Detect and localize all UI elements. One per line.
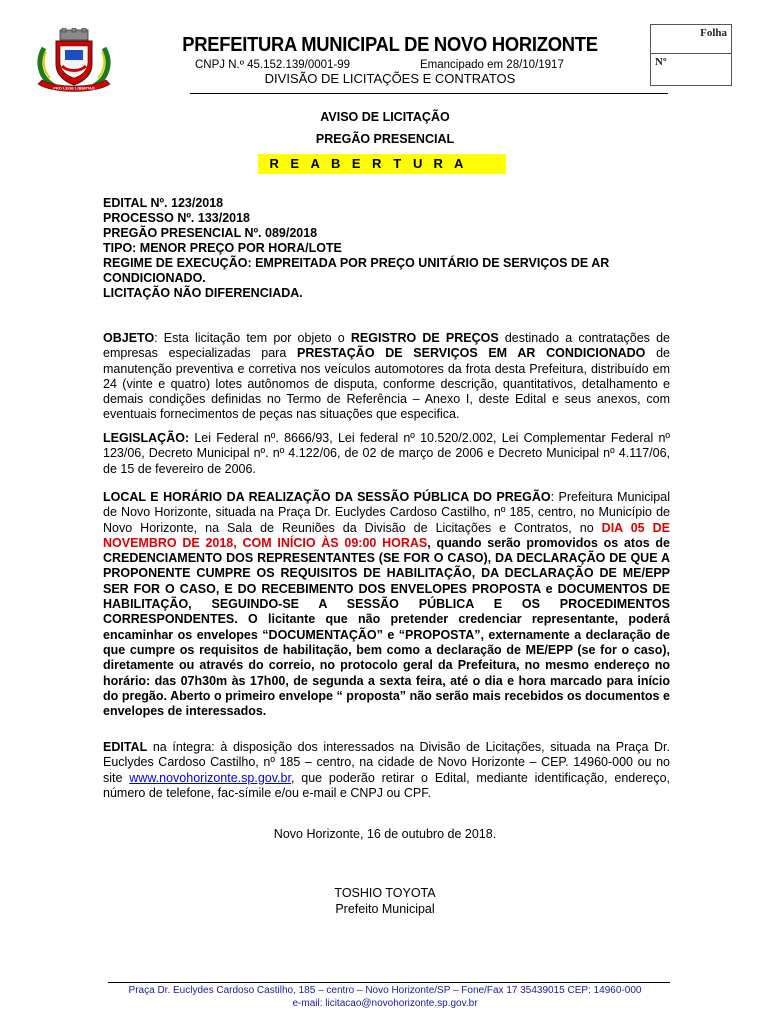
aviso-heading: AVISO DE LICITAÇÃO xyxy=(320,110,450,124)
reabertura-letter: A xyxy=(454,156,464,171)
header-emancipado: Emancipado em 28/10/1917 xyxy=(420,59,564,71)
footer-address: Praça Dr. Euclydes Cardoso Castilho, 185 – centro – Novo Horizonte/SP – Fone/Fax 17 35439015 CEP: 14960-000 xyxy=(128,985,642,996)
objeto-label: OBJETO xyxy=(103,331,155,345)
local-bold-text: , quando serão promovidos os atos de CREDENCIAMENTO DOS REPRESENTANTES (SE FOR O CASO), DA DECLARAÇÃO DE QUE A PROPONENTE CUMPRE OS REQUISITOS DE HABILITAÇÃO, DA DECLARAÇÃO DE ME/EPP SER FOR O CASO, E DO RECEBIMENTO DOS ENVELOPES PROPOSTA e DOCUMENTOS DE HABILITAÇÃO, SEGUINDO-SE A SESSÃO PÚBLICA E OS PROCEDIMENTOS CORRESPONDENTES. O licitante que não pretender credenciar representante, poderá encaminhar os envelopes “DOCUMENTAÇÃO” e “PROPOSTA”, externamente a declaração de que cumpre os requisitos de habilitação, bem como a declaração de ME/EPP (se for o caso), diretamente ou através do correio, no protocolo geral da Prefeitura, no mesmo endereço no horário: das 07h30m às 17h00, de segunda a sexta feira, até o dia e hora marcado para início do pregão. Aberto o primeiro envelope “ proposta” não serão mais recebidos os documentos e envelopes de interessados. xyxy=(103,535,670,719)
edital-text: na íntegra: à disposição dos interessados na Divisão de Licitações, situada na Praça Dr. Euclydes Cardoso Castilho, nº 185 – centro, na cidade de Novo Horizonte – CEP. 14960-000 ou no site xyxy=(103,740,670,785)
svg-text:PRO LEGE LIBERTAS: PRO LEGE LIBERTAS xyxy=(53,85,95,91)
edital-integra-paragraph xyxy=(103,740,670,801)
footer-divider xyxy=(108,982,670,983)
objeto-paragraph xyxy=(103,331,670,423)
local-text: : Prefeitura Municipal de Novo Horizonte, situada na Praça Dr. Euclydes Cardoso Castilho, nº 185, centro, no Município de Novo Horizonte, na Sala de Reuniões da Divisão de Licitações e Contratos, no xyxy=(103,490,670,535)
site-link[interactable]: www.novohorizonte.sp.gov.br xyxy=(129,770,291,785)
place-date: Novo Horizonte, 16 de outubro de 2018. xyxy=(273,827,497,841)
session-date-highlight: DIA 05 DE NOVEMBRO DE 2018, COM INÍCIO ÀS 09:00 HORAS xyxy=(103,520,670,550)
objeto-bold-1: REGISTRO DE PREÇOS xyxy=(350,331,499,345)
header-title: PREFEITURA MUNICIPAL DE NOVO HORIZONTE xyxy=(182,34,598,56)
reabertura-letter: U xyxy=(413,156,423,171)
folha-label: Folha xyxy=(651,25,731,54)
objeto-text: destinado a contratações de empresas especializadas para xyxy=(103,331,670,361)
legislacao-paragraph xyxy=(103,431,670,477)
header-division: DIVISÃO DE LICITAÇÕES E CONTRATOS xyxy=(264,71,516,86)
reabertura-letter: R xyxy=(269,156,279,171)
reabertura-letter: E xyxy=(290,156,300,171)
regime-line: REGIME DE EXECUÇÃO: EMPREITADA POR PREÇO UNITÁRIO DE SERVIÇOS DE AR CONDICIONADO. xyxy=(103,256,610,285)
edital-number: EDITAL Nº. 123/2018 xyxy=(103,196,224,210)
reabertura-letter: R xyxy=(433,156,443,171)
edital-info-block xyxy=(103,196,663,301)
reabertura-letter: T xyxy=(393,156,402,171)
reabertura-letter: E xyxy=(351,156,361,171)
legislacao-text: Lei Federal nº. 8666/93, Lei federal nº 10.520/2.002, Lei Complementar Federal nº 123/06, Decreto Municipal nº. nº 4.122/06, de 02 de março de 2006 e Decreto Municipal nº 4.117/06, de 15 de fevereiro de 2006. xyxy=(103,431,670,476)
header-cnpj: CNPJ N.º 45.152.139/0001-99 xyxy=(195,59,351,71)
pregao-number: PREGÃO PRESENCIAL Nº. 089/2018 xyxy=(103,226,318,240)
licitacao-line: LICITAÇÃO NÃO DIFERENCIADA. xyxy=(103,286,303,300)
local-horario-paragraph xyxy=(103,490,670,719)
signer-name: TOSHIO TOYOTA xyxy=(334,886,436,900)
pregao-heading: PREGÃO PRESENCIAL xyxy=(315,132,455,146)
legislacao-label: LEGISLAÇÃO: xyxy=(103,431,190,445)
signer-role: Prefeito Municipal xyxy=(335,902,435,916)
local-label: LOCAL E HORÁRIO DA REALIZAÇÃO DA SESSÃO PÚBLICA DO PREGÃO xyxy=(103,490,551,504)
municipal-crest-logo xyxy=(32,28,116,94)
reabertura-letter: B xyxy=(331,156,341,171)
objeto-text: de manutenção preventiva e corretiva nos veículos automotores da frota desta Prefeitura, distribuído em 24 (vinte e quatro) lotes autônomos de disputa, conforme descrição, quantitativos, detalhamento e demais condições definidas no Termo de Referência – Anexo I, deste Edital e seus anexos, com eventuais fornecimentos de peças nas situações que especifica. xyxy=(103,346,670,422)
processo-number: PROCESSO Nº. 133/2018 xyxy=(103,211,250,225)
objeto-text: : Esta licitação tem por objeto o xyxy=(154,331,351,345)
header-divider xyxy=(190,93,668,94)
folha-box xyxy=(650,24,732,86)
edital-label: EDITAL xyxy=(103,740,148,754)
reabertura-letter: R xyxy=(372,156,382,171)
reabertura-letter: A xyxy=(310,156,320,171)
folha-number-label: Nº xyxy=(655,56,667,68)
tipo-line: TIPO: MENOR PREÇO POR HORA/LOTE xyxy=(103,241,342,255)
edital-text: , que poderão retirar o Edital, mediante identificação, endereço, número de telefone, fac-símile e/ou e-mail e CNPJ ou CPF. xyxy=(103,770,670,800)
objeto-bold-2: PRESTAÇÃO DE SERVIÇOS EM AR CONDICIONADO xyxy=(296,346,646,361)
reabertura-banner xyxy=(258,154,506,174)
footer-email: e-mail: licitacao@novohorizonte.sp.gov.br xyxy=(292,998,478,1009)
